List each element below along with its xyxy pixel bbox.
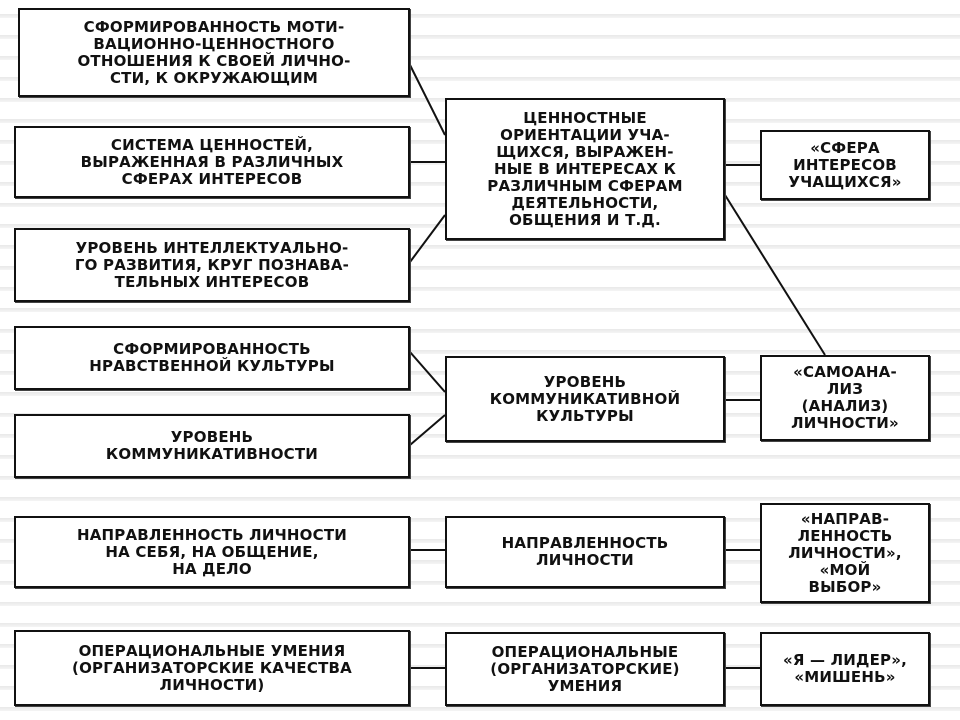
- box-communicativeness: [14, 414, 410, 478]
- box-leader: [760, 632, 930, 706]
- box-line: НАПРАВЛЕННОСТЬ: [501, 534, 669, 552]
- box-line: УРОВЕНЬ: [543, 372, 627, 391]
- box-operational: [14, 630, 410, 706]
- box-line: ВАЦИОННО-ЦЕННОСТНОГО: [93, 34, 335, 53]
- box-comm-culture: [445, 356, 725, 442]
- box-line: НРАВСТВЕННОЙ КУЛЬТУРЫ: [89, 357, 335, 375]
- box-line: СФОРМИРОВАННОСТЬ: [113, 340, 311, 358]
- box-line: ТЕЛЬНЫХ ИНТЕРЕСОВ: [114, 272, 310, 291]
- box-line: НЫЕ В ИНТЕРЕСАХ К: [493, 159, 677, 178]
- box-motivation: [18, 8, 410, 97]
- box-personal-orientation: [445, 516, 725, 588]
- connector-motivation-to-value-orientations: [410, 65, 445, 135]
- box-line: ОРИЕНТАЦИИ УЧА-: [500, 125, 670, 144]
- box-moral: [14, 326, 410, 390]
- box-line: ИНТЕРЕСОВ: [793, 155, 897, 174]
- box-line: «МИШЕНЬ»: [794, 668, 896, 686]
- box-line: ЦЕННОСТНЫЕ: [523, 108, 647, 127]
- box-operational-skills: [445, 632, 725, 706]
- box-line: «САМОАНА-: [793, 363, 897, 381]
- box-line: ВЫРАЖЕННАЯ В РАЗЛИЧНЫХ: [80, 152, 344, 171]
- box-line: УМЕНИЯ: [547, 676, 623, 695]
- box-line: ГО РАЗВИТИЯ, КРУГ ПОЗНАВА-: [74, 255, 350, 274]
- box-line: СИСТЕМА ЦЕННОСТЕЙ,: [110, 135, 314, 154]
- box-sphere: [760, 130, 930, 200]
- box-intellect: [14, 228, 410, 302]
- box-line: НА СЕБЯ, НА ОБЩЕНИЕ,: [105, 542, 319, 561]
- connector-moral-to-comm-culture: [410, 352, 445, 392]
- box-line: КОММУНИКАТИВНОЙ: [489, 389, 681, 408]
- box-line: УРОВЕНЬ: [170, 428, 254, 446]
- connector-communicativeness-to-comm-culture: [410, 415, 445, 445]
- box-line: СТИ, К ОКРУЖАЮЩИМ: [109, 68, 319, 87]
- connector-intellect-to-value-orientations: [410, 215, 445, 262]
- box-line: ЛИЧНОСТИ: [536, 551, 634, 569]
- box-line: (ОРГАНИЗАТОРСКИЕ): [490, 659, 680, 678]
- box-self-analysis: [760, 355, 930, 441]
- box-line: «Я — ЛИДЕР»,: [782, 651, 908, 669]
- box-line: ДЕЯТЕЛЬНОСТИ,: [511, 193, 659, 212]
- box-line: КОММУНИКАТИВНОСТИ: [105, 445, 319, 463]
- box-line: РАЗЛИЧНЫМ СФЕРАМ: [487, 176, 683, 195]
- box-line: ОТНОШЕНИЯ К СВОЕЙ ЛИЧНО-: [77, 51, 351, 70]
- box-line: СФЕРАХ ИНТЕРЕСОВ: [121, 169, 303, 188]
- box-line: УРОВЕНЬ ИНТЕЛЛЕКТУАЛЬНО-: [75, 238, 349, 257]
- box-line: (АНАЛИЗ): [801, 397, 889, 415]
- box-line: КУЛЬТУРЫ: [536, 406, 634, 425]
- box-line: ЛИЧНОСТИ»,: [788, 543, 902, 562]
- box-line: «МОЙ: [819, 560, 871, 579]
- box-line: ЛИЧНОСТИ»: [791, 414, 899, 432]
- box-my-choice: [760, 503, 930, 603]
- box-line: (ОРГАНИЗАТОРСКИЕ КАЧЕСТВА: [72, 658, 352, 677]
- box-line: ОБЩЕНИЯ И Т.Д.: [509, 210, 661, 229]
- box-line: НАПРАВЛЕННОСТЬ ЛИЧНОСТИ: [76, 525, 348, 544]
- box-line: СФОРМИРОВАННОСТЬ МОТИ-: [83, 17, 345, 36]
- box-line: ЛИЗ: [826, 380, 864, 398]
- box-line: ЛИЧНОСТИ): [159, 675, 265, 694]
- box-line: НА ДЕЛО: [172, 559, 252, 578]
- box-value-orientations: [445, 98, 725, 240]
- box-line: ЛЕННОСТЬ: [797, 526, 893, 545]
- box-line: ОПЕРАЦИОНАЛЬНЫЕ: [491, 642, 679, 661]
- box-line: «НАПРАВ-: [800, 509, 890, 528]
- box-line: ВЫБОР»: [808, 577, 882, 596]
- connector-value-orientations-to-self-analysis: [725, 195, 825, 355]
- box-orientation: [14, 516, 410, 588]
- box-line: ОПЕРАЦИОНАЛЬНЫЕ УМЕНИЯ: [78, 641, 346, 660]
- box-line: УЧАЩИХСЯ»: [788, 172, 902, 191]
- box-line: «СФЕРА: [810, 138, 880, 157]
- box-values: [14, 126, 410, 198]
- box-line: ЩИХСЯ, ВЫРАЖЕН-: [496, 142, 674, 161]
